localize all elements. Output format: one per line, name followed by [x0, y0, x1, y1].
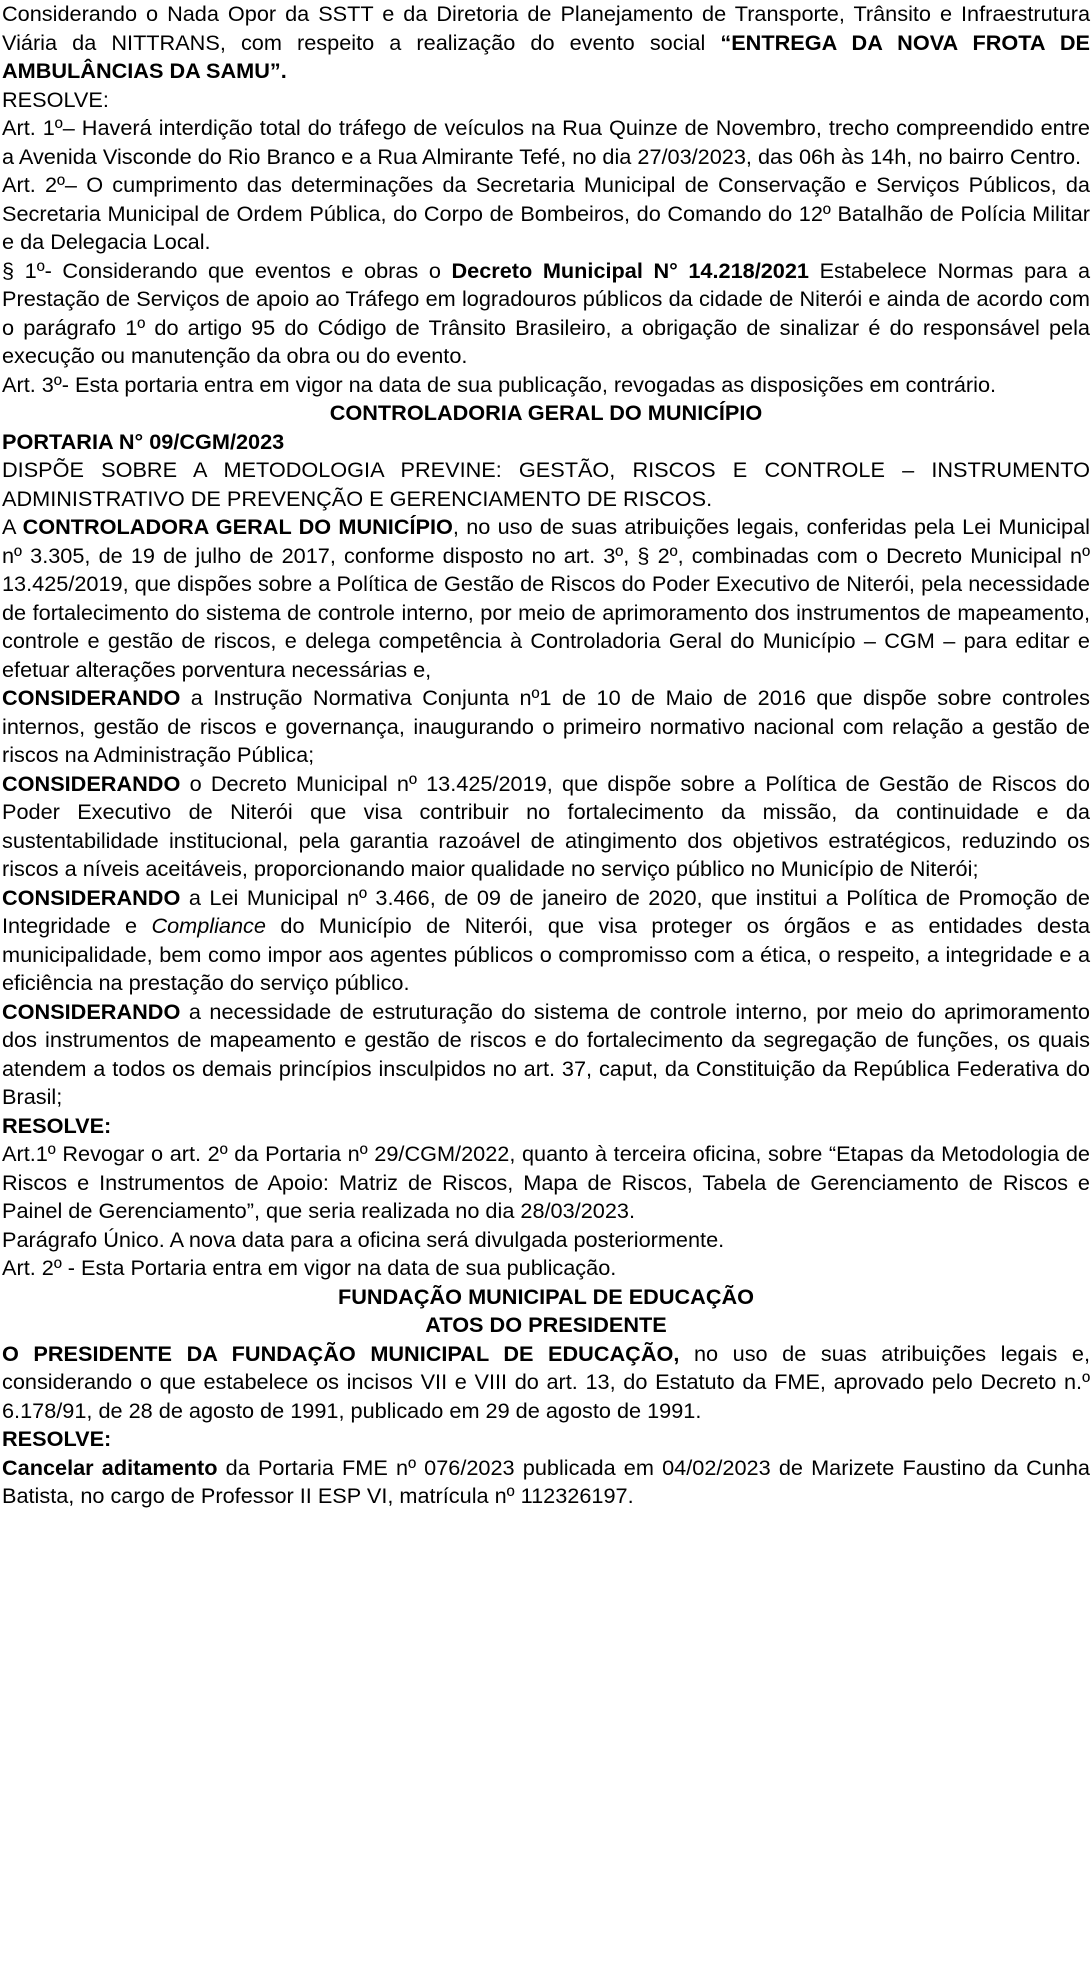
- article-3: Art. 3º- Esta portaria entra em vigor na data de sua publicação, revogadas as disposições em contrário.: [2, 371, 997, 397]
- article-2: Art. 2º - Esta Portaria entra em vigor na data de sua publicação.: [2, 1255, 617, 1280]
- text: , no uso de suas atribuições legais, conferidas pela Lei Municipal nº 3.305, de 19 de julho de 2017, conforme disposto no art. 3º, § 2º, combinadas com o Decreto Municipal nº 13.425/2019, que dispões sobre a Política de Gestão de Riscos do Poder Executivo de Niterói, pela necessidade de fortalecimento do sistema de controle interno, por meio de aprimoramento dos instrumentos de mapeamento, controle e gestão de riscos, e delega competência à Controladoria Geral do Município – CGM – para editar e efetuar alterações porventura necessárias e,: [2, 514, 1090, 682]
- event-name: “ENTREGA DA NOVA FROTA DE AMBULÂNCIAS DA SAMU”.: [2, 29, 1091, 83]
- text: do Município de Niterói, que visa proteger os órgãos e as entidades desta municipalidade, bem como impor aos agentes públicos o compromisso com a ética, o respeito, a integridade e a eficiência na prestação do serviço público.: [2, 913, 1091, 995]
- decree-reference: Decreto Municipal N° 14.218/2021: [451, 257, 809, 283]
- considerando-1: [2, 684, 1090, 770]
- article-1: Art. 1º– Haverá interdição total do tráfego de veículos na Rua Quinze de Novembro, trecho compreendido entre a Avenida Visconde do Rio Branco e a Rua Almirante Tefé, no dia 27/03/2023, das 06h às 14h, no bairro Centro.: [2, 115, 1090, 169]
- paragraph-considerando-nittrans: [2, 0, 1090, 86]
- text: Estabelece Normas para a Prestação de Serviços de apoio ao Tráfego em logradouros públicos da cidade de Niterói e ainda de acordo com o parágrafo 1º do artigo 95 do Código de Trânsito Brasileiro, a obrigação de sinalizar é do responsável pela execução ou manutenção da obra ou do evento.: [2, 257, 1091, 368]
- resolve-text: RESOLVE:: [2, 1426, 112, 1451]
- considerando-label: CONSIDERANDO: [2, 884, 181, 910]
- section-heading-cgm: CONTROLADORIA GERAL DO MUNICÍPIO: [329, 400, 763, 425]
- fme-intro: [2, 1340, 1090, 1426]
- italic-term: Compliance: [151, 913, 266, 938]
- resolve-text: RESOLVE:: [2, 1112, 112, 1138]
- text: a necessidade de estruturação do sistema de controle interno, por meio do aprimoramento dos instrumentos de mapeamento e gestão de riscos e do fortalecimento da segregação de funções, os quais atendem a todos os demais princípios insculpidos no art. 37, caput, da Constituição da República Federativa do Brasil;: [2, 998, 1090, 1109]
- text: a Instrução Normativa Conjunta nº1 de 10 de Maio de 2016 que dispõe sobre controles internos, gestão de riscos e governança, inaugurando o primeiro normativo nacional com relação a gestão de riscos na Administração Pública;: [2, 685, 1090, 767]
- cancel-label: Cancelar aditamento: [2, 1454, 218, 1480]
- portaria-number: [2, 428, 1090, 457]
- ementa: DISPÕE SOBRE A METODOLOGIA PREVINE: GESTÃO, RISCOS E CONTROLE – INSTRUMENTO ADMINISTRATIVO DE PREVENÇÃO E GERENCIAMENTO DE RISCOS.: [2, 457, 1090, 511]
- article-1: Art.1º Revogar o art. 2º da Portaria nº 29/CGM/2022, quanto à terceira oficina, sobre “Etapas da Metodologia de Riscos e Instrumentos de Apoio: Matriz de Riscos, Mapa de Riscos, Tabela de Gerenciamento de Riscos e Painel de Gerenciamento”, que seria realizada no dia 28/03/2023.: [2, 1141, 1090, 1223]
- section-heading-fme: FUNDAÇÃO MUNICIPAL DE EDUCAÇÃO: [337, 1283, 755, 1309]
- text: A: [2, 514, 23, 539]
- considerando-label: CONSIDERANDO: [2, 998, 181, 1024]
- text: § 1º- Considerando que eventos e obras o: [2, 257, 452, 283]
- authority-name: CONTROLADORA GERAL DO MUNICÍPIO: [22, 514, 453, 539]
- considerando-2: [2, 770, 1090, 884]
- intro-paragraph: [2, 513, 1090, 684]
- resolve-label: [2, 1425, 1090, 1454]
- text: no uso de suas atribuições legais e, considerando o que estabelece os incisos VII e VIII do art. 13, do Estatuto da FME, aprovado pelo Decreto n.º 6.178/91, de 28 de agosto de 1991, publicado em 29 de agosto de 1991.: [2, 1340, 1090, 1423]
- paragrafo-unico: Parágrafo Único. A nova data para a oficina será divulgada posteriormente.: [2, 1226, 725, 1252]
- cancel-paragraph: [2, 1454, 1090, 1511]
- resolve-label: [2, 1112, 1090, 1141]
- considerando-4: [2, 998, 1090, 1112]
- resolve-label: RESOLVE:: [2, 86, 109, 112]
- authority-name: O PRESIDENTE DA FUNDAÇÃO MUNICIPAL DE EDUCAÇÃO,: [2, 1340, 680, 1366]
- text: da Portaria FME nº 076/2023 publicada em 04/02/2023 de Marizete Faustino da Cunha Batista, no cargo de Professor II ESP VI, matrícula nº 112326197.: [2, 1454, 1090, 1508]
- portaria-title: PORTARIA N° 09/CGM/2023: [2, 428, 285, 454]
- section-subheading: ATOS DO PRESIDENTE: [425, 1312, 667, 1337]
- article-2: Art. 2º– O cumprimento das determinações da Secretaria Municipal de Conservação e Serviços Públicos, da Secretaria Municipal de Ordem Pública, do Corpo de Bombeiros, do Comando do 12º Batalhão de Polícia Militar e da Delegacia Local.: [2, 172, 1090, 254]
- text: o Decreto Municipal nº 13.425/2019, que dispõe sobre a Política de Gestão de Riscos do Poder Executivo de Niterói que visa contribuir no fortalecimento da missão, da continuidade e da sustentabilidade institucional, pela garantia razoável de atingimento dos objetivos estratégicos, reduzindo os riscos a níveis aceitáveis, proporcionando maior qualidade no serviço público no Município de Niterói;: [2, 770, 1090, 881]
- text: a Lei Municipal nº 3.466, de 09 de janeiro de 2020, que institui a Política de Promoção de Integridade e: [2, 884, 1090, 938]
- paragraph-1: [2, 257, 1090, 371]
- considerando-label: CONSIDERANDO: [2, 770, 181, 796]
- text: Considerando o Nada Opor da SSTT e da Diretoria de Planejamento de Transporte, Trânsito e Infraestrutura Viária da NITTRANS, com respeito a realização do evento social: [2, 1, 1090, 55]
- considerando-label: CONSIDERANDO: [2, 685, 181, 710]
- considerando-3: [2, 884, 1090, 998]
